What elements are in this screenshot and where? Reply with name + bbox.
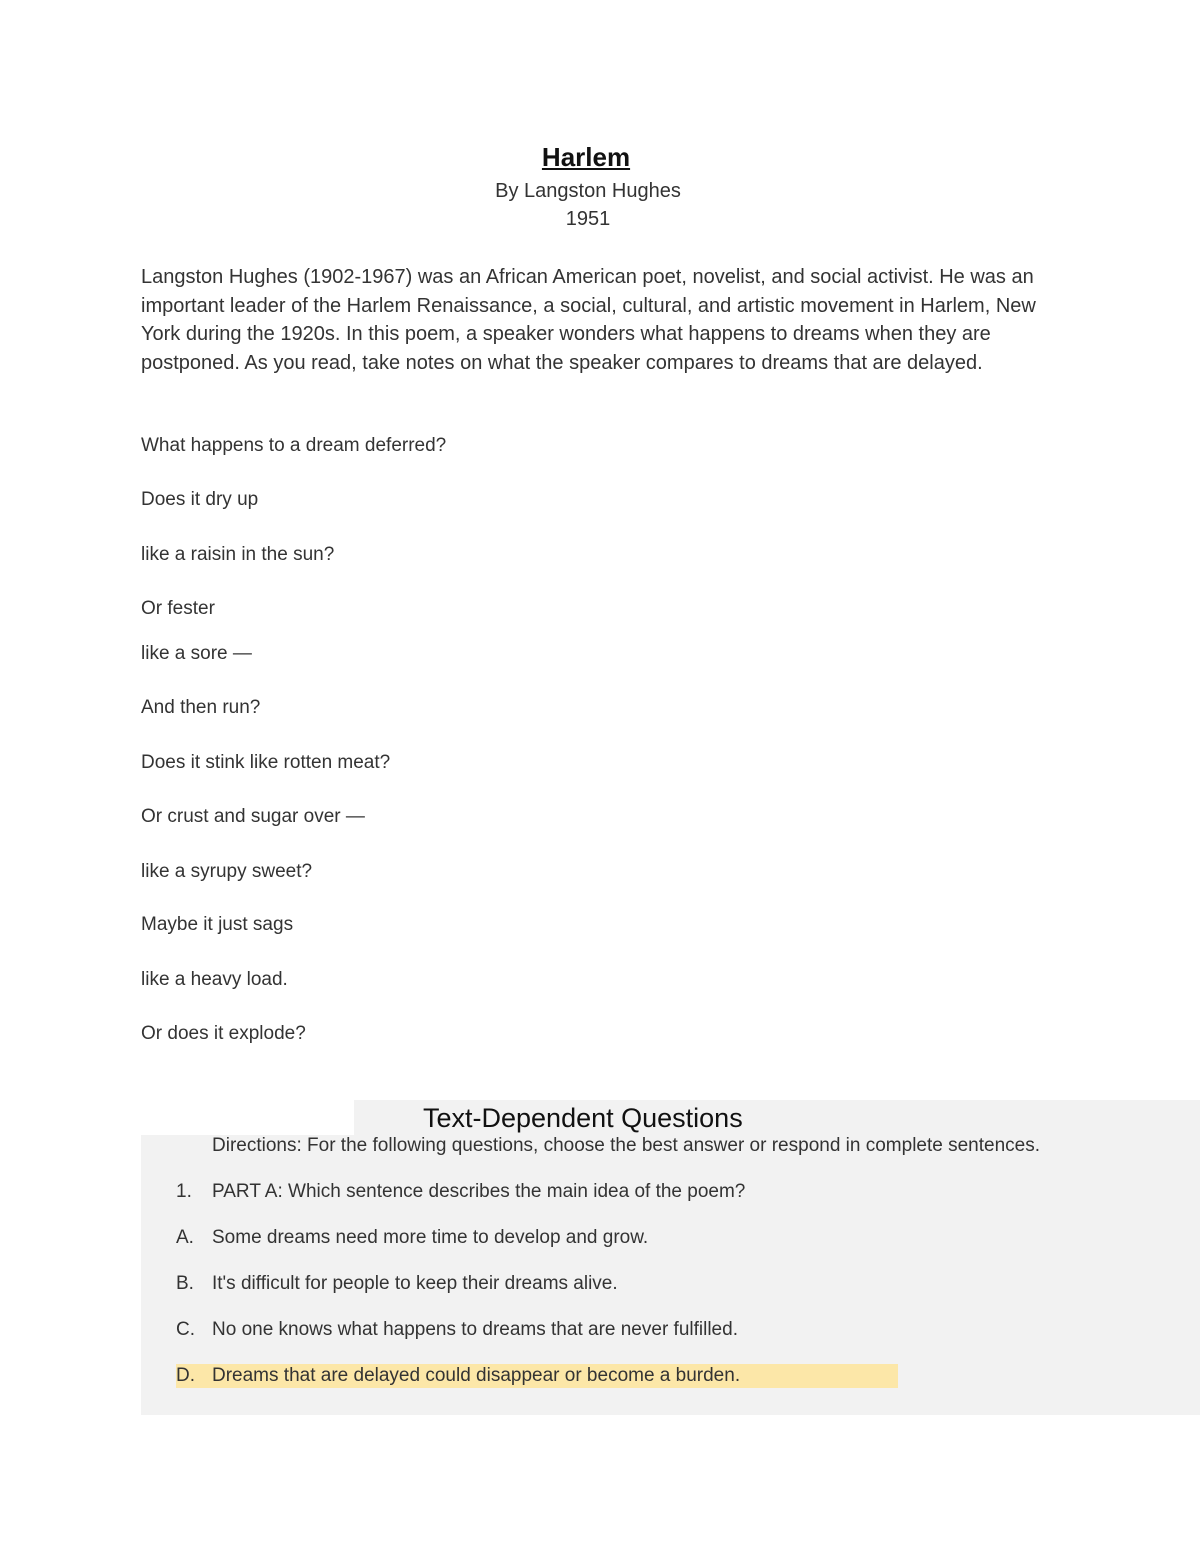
poem-line: What happens to a dream deferred? [141, 435, 447, 456]
poem-line: Does it stink like rotten meat? [141, 752, 391, 773]
poem-line: like a raisin in the sun? [141, 544, 335, 565]
option-text: No one knows what happens to dreams that are never fulfilled. [212, 1319, 738, 1340]
option-letter: B. [176, 1273, 194, 1294]
poem-title: Harlem [541, 142, 631, 172]
poem-line: Maybe it just sags [141, 914, 294, 935]
poem-line: like a heavy load. [141, 969, 288, 990]
poem-line: Or crust and sugar over — [141, 806, 365, 827]
question-number: 1. [176, 1181, 192, 1202]
author-byline: By Langston Hughes [495, 180, 681, 202]
poem-line: Or does it explode? [141, 1023, 306, 1044]
poem-line: Or fester [141, 598, 215, 619]
poem-line: And then run? [141, 697, 261, 718]
option-text: Dreams that are delayed could disappear or become a burden. [212, 1365, 741, 1386]
question-text: PART A: Which sentence describes the main idea of the poem? [212, 1181, 746, 1202]
intro-paragraph: Langston Hughes (1902-1967) was an African American poet, novelist, and social activist. He was an important leader of the Harlem Renaissance, a social, cultural, and artistic movement in Harlem, New York during the 1920s. In this poem, a speaker wonders what happens to dreams when they are postponed. As you read, take notes on what the speaker compares to dreams that are delayed. [141, 266, 1036, 374]
questions-section-title: Text-Dependent Questions [423, 1103, 743, 1133]
option-text: It's difficult for people to keep their dreams alive. [212, 1273, 618, 1294]
questions-directions: Directions: For the following questions, choose the best answer or respond in complete sentences. [212, 1135, 1041, 1156]
poem-line: Does it dry up [141, 489, 259, 510]
poem-line: like a sore — [141, 643, 252, 664]
option-letter: A. [176, 1227, 194, 1248]
option-text: Some dreams need more time to develop and grow. [212, 1227, 649, 1248]
poem-line: like a syrupy sweet? [141, 861, 313, 882]
option-letter: D. [176, 1365, 195, 1386]
option-letter: C. [176, 1319, 195, 1340]
publication-year: 1951 [565, 208, 611, 230]
